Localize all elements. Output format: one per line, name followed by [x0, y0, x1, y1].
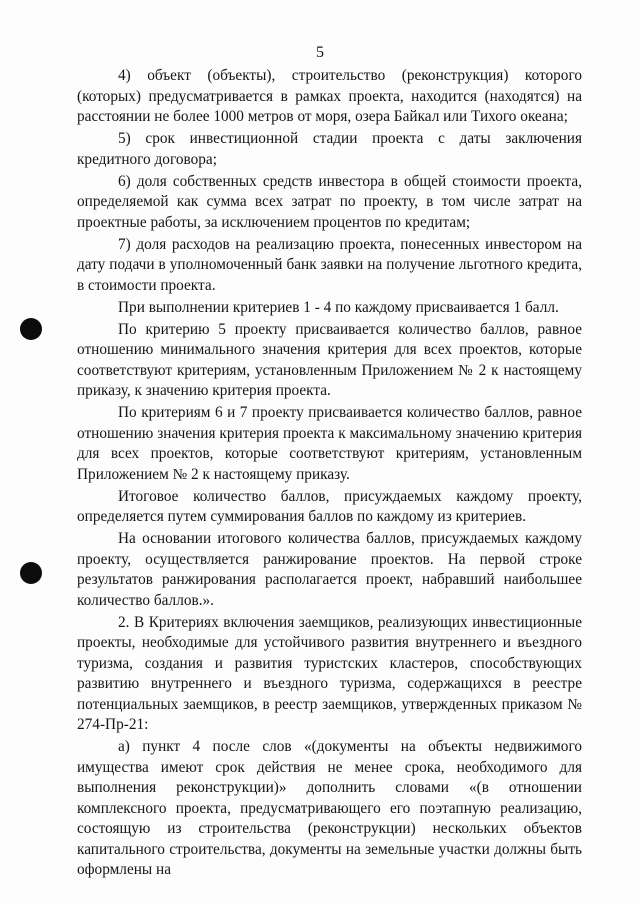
paragraph-subitem-a: а) пункт 4 после слов «(документы на объекты недвижимого имущества имеют срок действия не менее срока, необходимого для выполнения реконструкции)» дополнить словами «(в отношении комплексного проекта, предусматривающего его поэтапную реализацию, состоящую из строительства (реконструкции) нескольких объектов капитального строительства, документы на земельные участки должны быть оформлены на [77, 738, 582, 878]
paragraph-criterion-5: 5) срок инвестиционной стадии проекта с даты заключения кредитного договора; [77, 130, 582, 168]
paragraph-scoring-5: По критерию 5 проекту присваивается количество баллов, равное отношению минимального значения критерия для всех проектов, которые соответствуют критериям, установленным Приложением № 2 к настоящему приказу, к значению критерия проекта. [77, 320, 582, 399]
paragraph-scoring-6-7: По критериям 6 и 7 проекту присваивается количество баллов, равное отношению значения критерия проекта к максимальному значению критерия для всех проектов, которые соответствуют критериям, установленным Приложением № 2 к настоящему приказу. [77, 404, 582, 483]
paragraph-scoring-1-4: При выполнении критериев 1 - 4 по каждому присваивается 1 балл. [118, 298, 559, 316]
punch-hole [20, 318, 42, 340]
paragraph-section-2: 2. В Критериях включения заемщиков, реализующих инвестиционные проекты, необходимые для устойчивого развития внутреннего и въездного туризма, создания и развития туристских кластеров, способствующих развитию внутреннего и въездного туризма, содержащихся в реестре потенциальных заемщиков, в реестр заемщиков, утвержденных приказом № 274-Пр-21: [77, 613, 582, 733]
punch-hole [20, 562, 42, 584]
document-body [77, 66, 582, 882]
paragraph-total-score: Итоговое количество баллов, присуждаемых каждому проекту, определяется путем суммирования баллов по каждому из критериев. [77, 487, 582, 525]
paragraph-criterion-4: 4) объект (объекты), строительство (реконструкция) которого (которых) предусматривается в рамках проекта, находится (находятся) на расстоянии не более 1000 метров от моря, озера Байкал или Тихого океана; [77, 67, 582, 125]
page-number: 5 [316, 44, 324, 61]
paragraph-ranking: На основании итогового количества баллов, присуждаемых каждому проекту, осуществляется ранжирование проектов. На первой строке результатов ранжирования располагается проект, набравший наибольшее количество баллов.». [77, 530, 582, 609]
paragraph-criterion-7: 7) доля расходов на реализацию проекта, понесенных инвестором на дату подачи в уполномоченный банк заявки на получение льготного кредита, в стоимости проекта. [77, 235, 582, 294]
paragraph-criterion-6: 6) доля собственных средств инвестора в общей стоимости проекта, определяемой как сумма всех затрат по проекту, в том числе затрат на проектные работы, за исключением процентов по кредитам; [77, 172, 582, 231]
